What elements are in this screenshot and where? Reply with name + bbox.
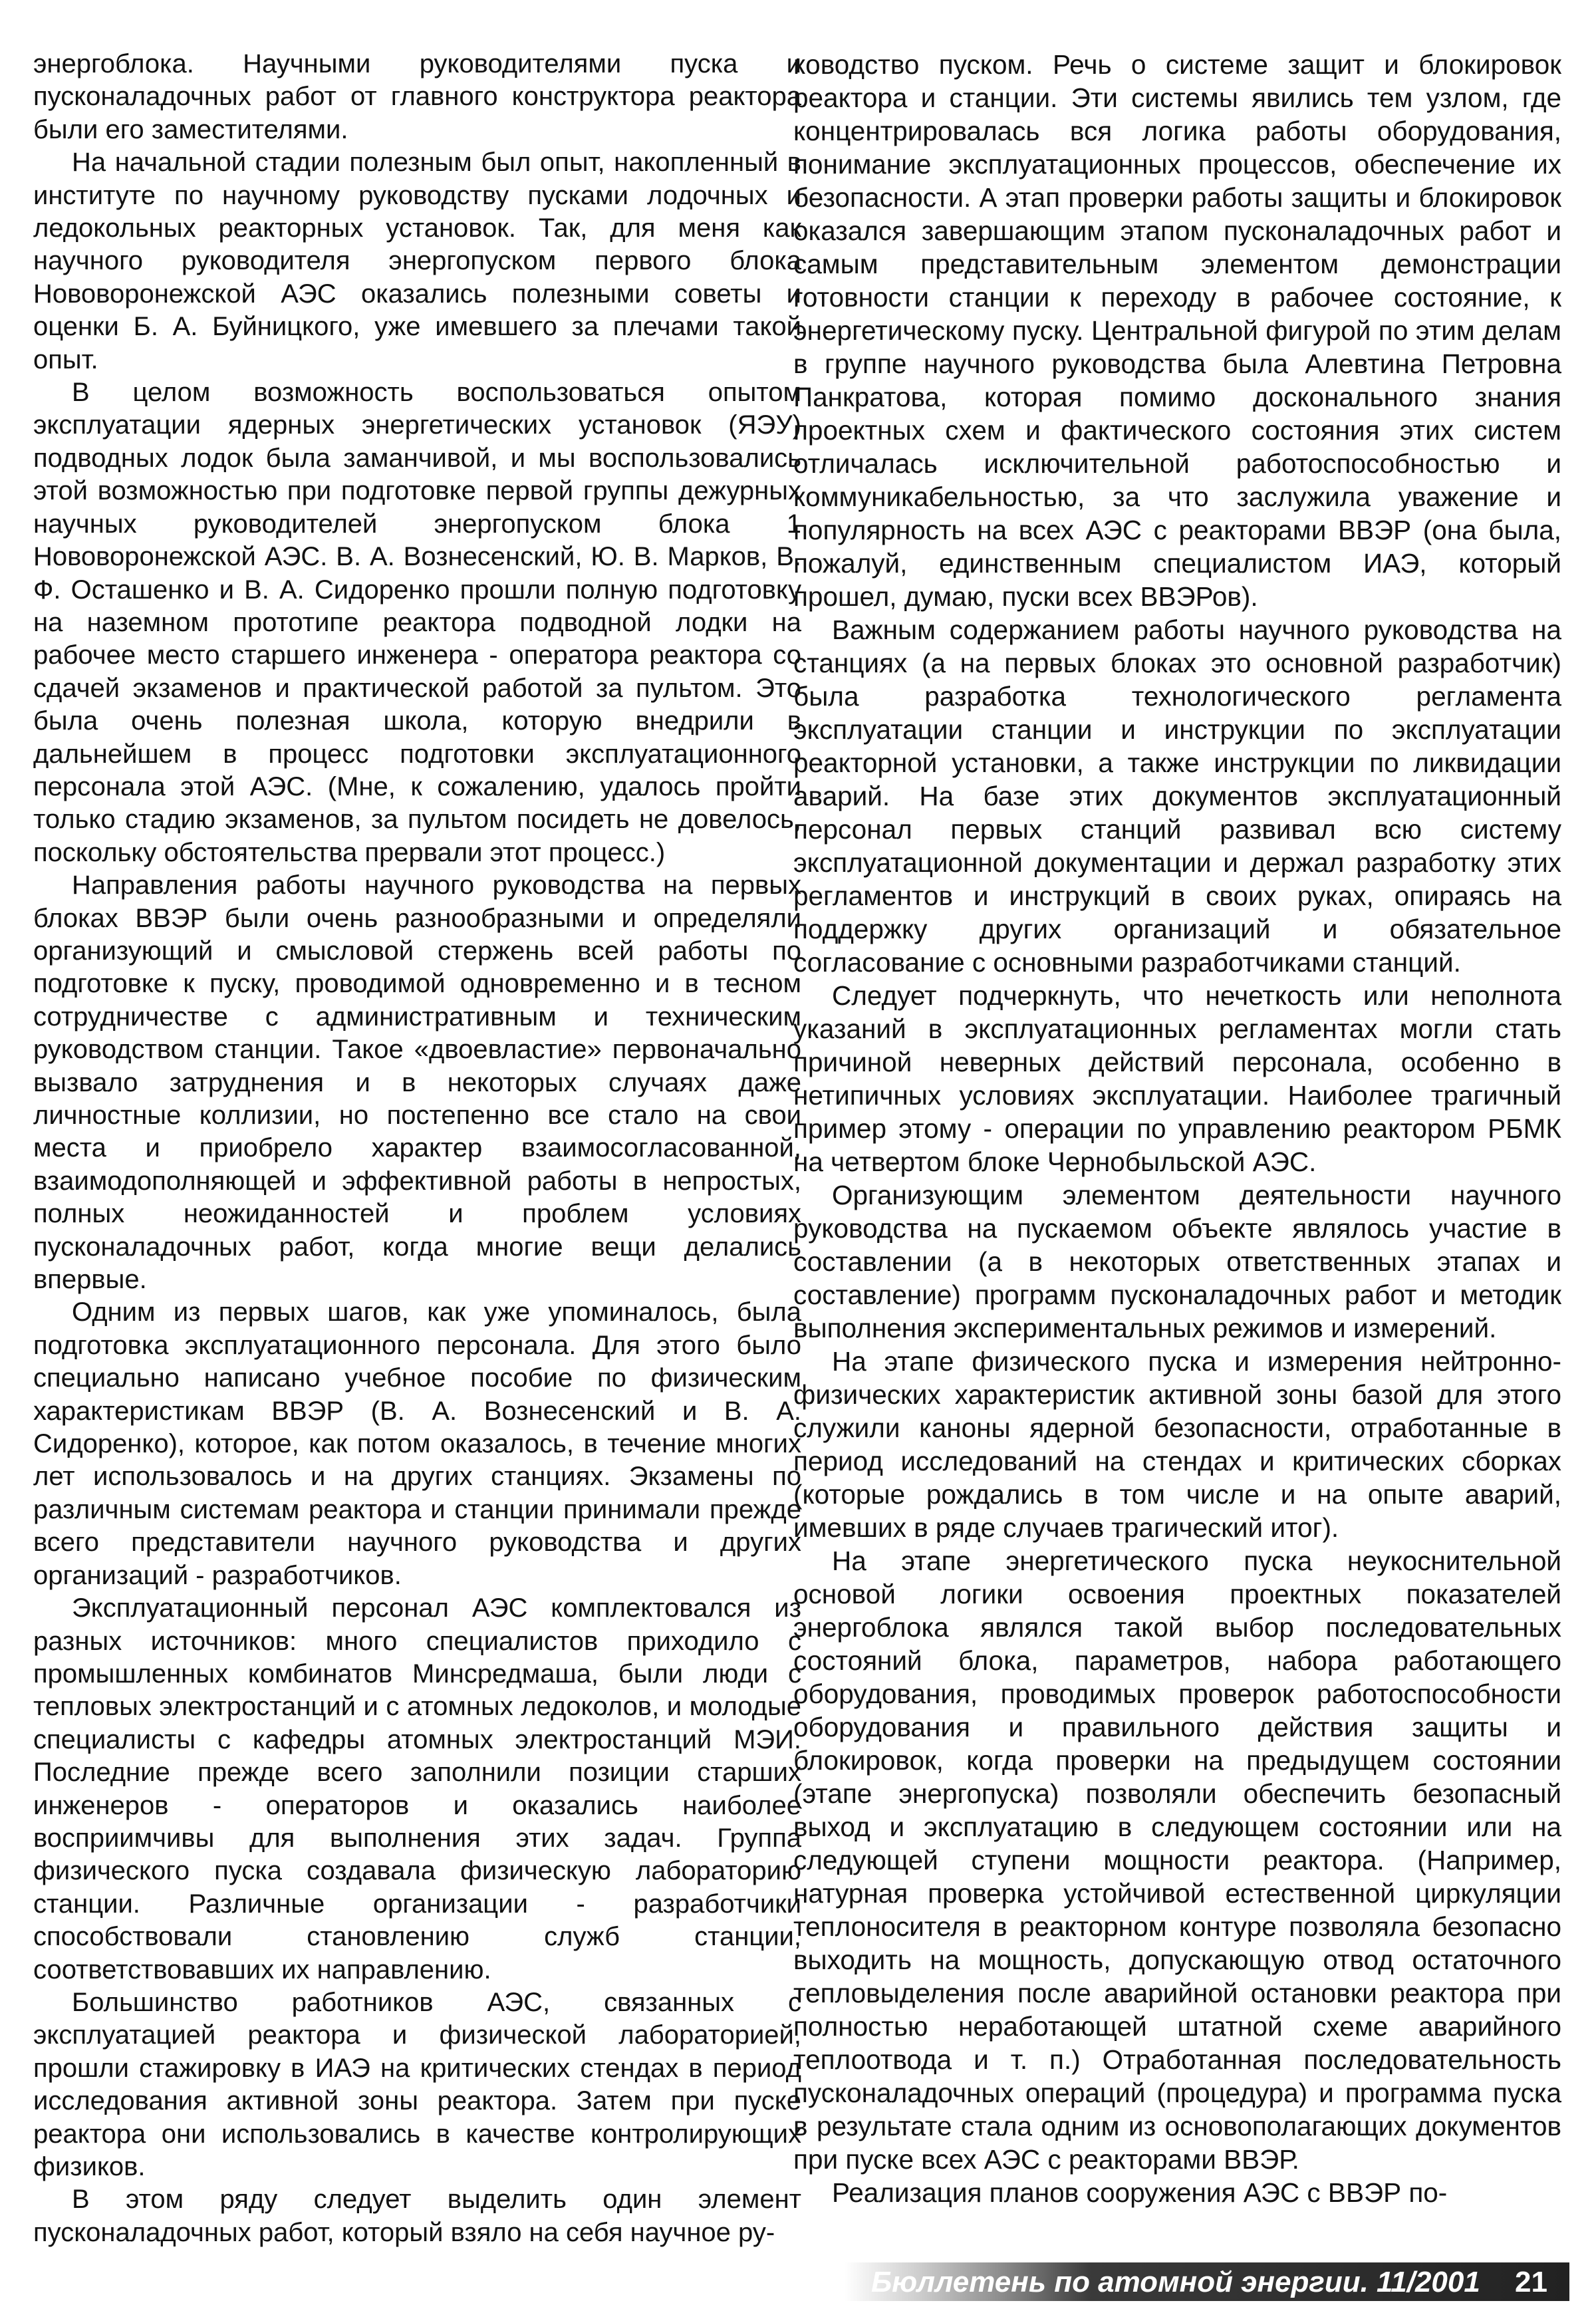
paragraph: Эксплуатационный персонал АЭС комплектовался из разных источников: много специалистов приходило с промышленных комбинатов Минсредмаша, были люди с тепловых электростанций и с атомных ледоколов, и молодые специалисты с кафедры атомных электростанций МЭИ. Последние прежде всего заполнили позиции старших инженеров - операторов и оказались наиболее восприимчивы для выполнения этих задач. Группа физического пуска создавала физическую лабораторию станции. Различные организации - разработчики способствовали становлению служб станции, соответствовавших их направлению. [33,1593,801,1984]
page-number: 21 [1515,2266,1547,2298]
paragraph: Большинство работников АЭС, связанных с эксплуатацией реактора и физической лабораторией, прошли стажировку в ИАЭ на критических стендах в период исследования активной зоны реактора. Затем при пуске реактора они использовались в качестве контролирующих физиков. [33,1987,801,2181]
paragraph: В целом возможность воспользоваться опытом эксплуатации ядерных энергетических установок (ЯЭУ) подводных лодок была заманчивой, и мы воспользовались этой возможностью при подготовке первой группы дежурных научных руководителей энергопуском блока 1 Нововоронежской АЭС. В. А. Вознесенский, Ю. В. Марков, В. Ф. Осташенко и В. А. Сидоренко прошли полную подготовку на наземном прототипе реактора подводной лодки на рабочее место старшего инженера - оператора реактора со сдачей экзаменов и практической работой за пультом. Это была очень полезная школа, которую внедрили в дальнейшем в процесс подготовки эксплуатационного персонала этой АЭС. (Мне, к сожалению, удалось пройти только стадию экзаменов, за пультом посидеть не довелось, поскольку обстоятельства прервали этот процесс.) [33,378,801,867]
paragraph: энергоблока. Научными руководителями пуска и пусконаладочных работ от главного конструктора реактора были его заместителями. [33,49,801,144]
paragraph: Организующим элементом деятельности научного руководства на пускаемом объекте являлось участие в составлении (а в некоторых ответственных этапах и составление) программ пусконаладочных работ и методик выполнения экспериментальных режимов и измерений. [793,1180,1561,1343]
text-column-right [793,48,1561,2209]
paragraph: Важным содержанием работы научного руководства на станциях (а на первых блоках это основной разработчик) была разработка технологического регламента эксплуатации станции и инструкции по эксплуатации реакторной установки, а также инструкции по ликвидации аварий. На базе этих документов эксплуатационный персонал первых станций развивал всю систему эксплуатационной документации и держал разработку этих регламентов и инструкций в своих руках, опираясь на поддержку других организаций и обязательное согласование с основными разработчиками станций. [793,614,1561,978]
paragraph: На начальной стадии полезным был опыт, накопленный в институте по научному руководству пусками лодочных и ледокольных реакторных установок. Так, для меня как научного руководителя энергопуском первого блока Нововоронежской АЭС оказались полезными советы и оценки Б. А. Буйницкого, уже имевшего за плечами такой опыт. [33,148,801,374]
paragraph: Одним из первых шагов, как уже упоминалось, была подготовка эксплуатационного персонала. Для этого было специально написано учебное пособие по физическим характеристикам ВВЭР (В. А. Вознесенский и В. А. Сидоренко), которое, как потом оказалось, в течение многих лет использовалось и на других станциях. Экзамены по различным системам реактора и станции принимали прежде всего представители научного руководства и других организаций - разработчиков. [33,1297,801,1590]
paragraph: Реализация планов сооружения АЭС с ВВЭР по- [832,2177,1448,2208]
text-column-left [33,48,801,2249]
paragraph: ководство пуском. Речь о системе защит и блокировок реактора и станции. Эти системы явились тем узлом, где концентрировалась вся логика работы оборудования, понимание эксплуатационных процессов, обеспечение их безопасности. А этап проверки работы защиты и блокировок оказался завершающим этапом пусконаладочных работ и самым представительным элементом демонстрации готовности станции к переходу в рабочее состояние, к энергетическому пуску. Центральной фигурой по этим делам в группе научного руководства была Алевтина Петровна Панкратова, которая помимо досконального знания проектных схем и фактического состояния этих систем отличалась исключительной работоспособностью и коммуникабельностью, за что заслужила уважение и популярность на всех АЭС с реакторами ВВЭР (она была, пожалуй, единственным специалистом ИАЭ, который прошел, думаю, пуски всех ВВЭРов). [793,49,1561,612]
paragraph: Следует подчеркнуть, что нечеткость или неполнота указаний в эксплуатационных регламентах могли стать причиной неверных действий персонала, особенно в нетипичных условиях эксплуатации. Наиболее трагичный пример этому - операции по управлению реактором РБМК на четвертом блоке Чернобыльской АЭС. [793,980,1561,1177]
paragraph: Направления работы научного руководства на первых блоках ВВЭР были очень разнообразными и определяли организующий и смысловой стержень всей работы по подготовке к пуску, проводимой одновременно и в тесном сотрудничестве с административным и техническим руководством станции. Такое «двоевластие» первоначально вызвало затруднения и в некоторых случаях даже личностные коллизии, но постепенно все стало на свои места и приобрело характер взаимосогласованной, взаимодополняющей и эффективной работы в непростых, полных неожиданностей и проблем условиях пусконаладочных работ, когда многие вещи делались впервые. [33,871,801,1295]
paragraph: На этапе физического пуска и измерения нейтронно-физических характеристик активной зоны базой для этого служили каноны ядерной безопасности, отработанные в период исследований на стендах и критических сборках (которые рождались в том числе и на опыте аварий, имевших в ряде случаев трагический итог). [793,1346,1561,1543]
paragraph: На этапе энергетического пуска неукоснительной основой логики освоения проектных показателей энергоблока являлся такой выбор последовательных состояний блока, параметров, набора работающего оборудования, проводимых проверок работоспособности оборудования и правильного действия защиты и блокировок, когда проверки на предыдущем состоянии (этапе энергопуска) позволяли обеспечить безопасный выход и эксплуатацию в следующем состоянии или на следующей ступени мощности реактора. (Например, натурная проверка устойчивой естественной циркуляции теплоносителя в реакторном контуре позволяла безопасно выходить на мощность, допускающую отвод остаточного тепловыделения после аварийной остановки реактора при полностью неработающей штатной схеме аварийного теплоотвода и т. п.) Отработанная последовательность пусконаладочных операций (процедура) и программа пуска в результате стала одним из основополагающих документов при пуске всех АЭС с реакторами ВВЭР. [793,1546,1561,2175]
paragraph: В этом ряду следует выделить один элемент пусконаладочных работ, который взяло на себя научное ру- [33,2185,801,2247]
journal-title: Бюллетень по атомной энергии. 11/2001 [871,2266,1480,2298]
